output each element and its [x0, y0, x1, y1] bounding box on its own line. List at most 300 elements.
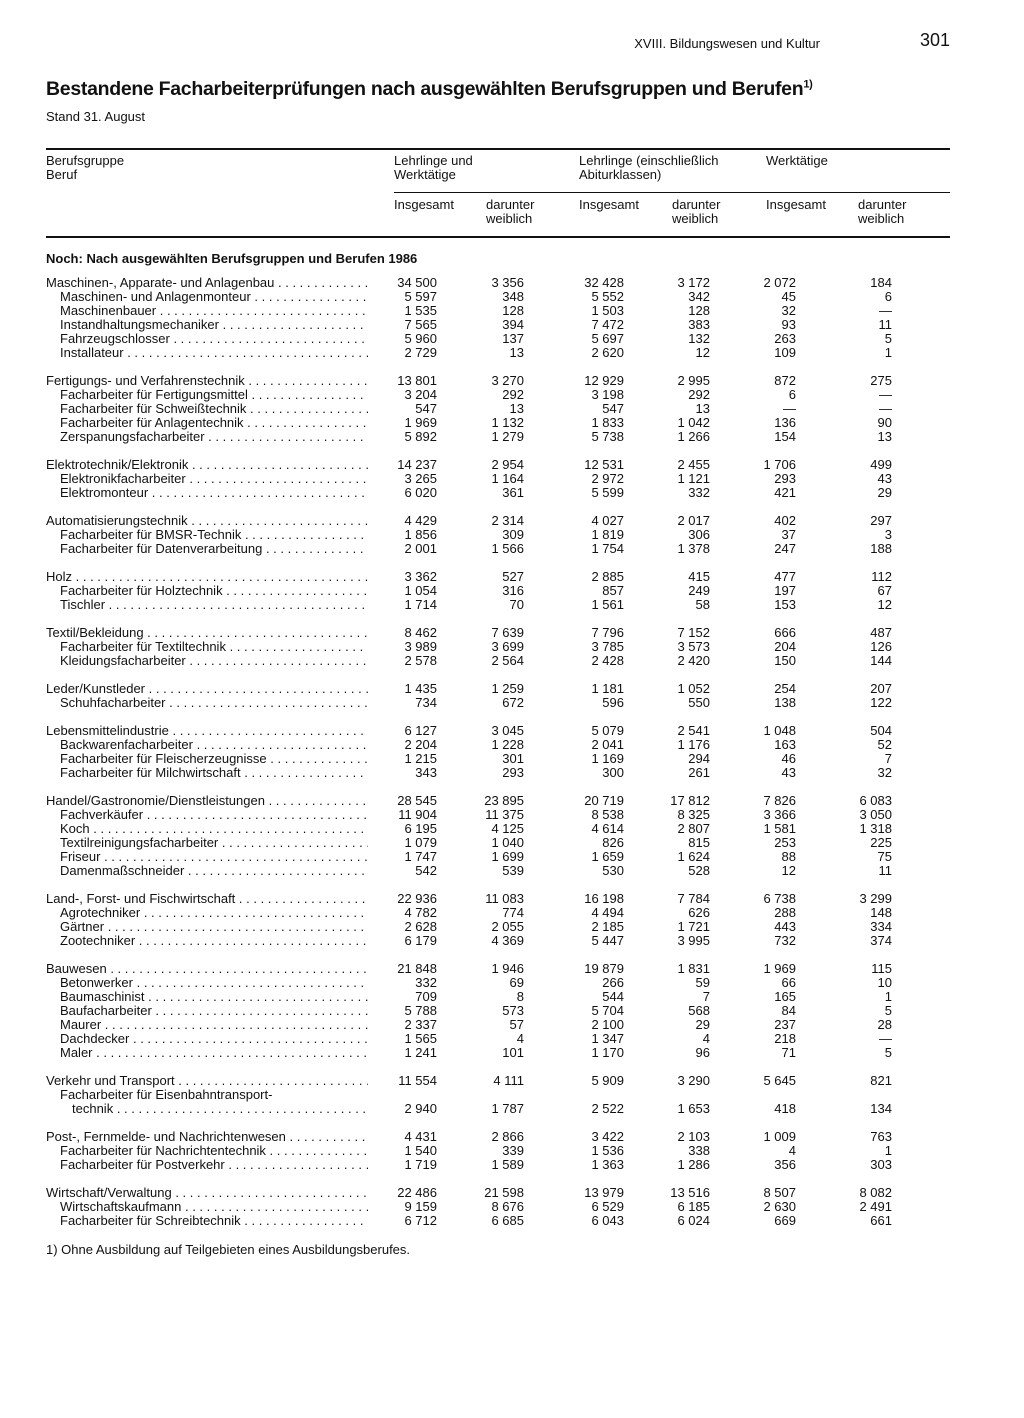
cell-value: 5 960 [404, 331, 437, 346]
cell-value: 5 704 [591, 1003, 624, 1018]
cell-value: 2 628 [404, 919, 437, 934]
cell-value: 288 [774, 905, 796, 920]
cell-value: 2 072 [763, 275, 796, 290]
table-row-beruf [46, 1144, 950, 1158]
cell-value: 1 266 [677, 429, 710, 444]
cell-value: 71 [781, 1045, 796, 1060]
cell-value: 1 241 [404, 1045, 437, 1060]
row-label: Elektromonteur . . . [60, 486, 368, 500]
cell-value: 8 462 [404, 625, 437, 640]
cell-value: 527 [502, 569, 524, 584]
row-label: Friseur . . . [60, 850, 368, 864]
table-row-berufsgruppe [46, 1186, 950, 1200]
row-label: Zerspanungsfacharbeiter . . . [60, 430, 368, 444]
cell-value: 763 [870, 1129, 892, 1144]
cell-value: 88 [781, 849, 796, 864]
row-group [46, 276, 950, 360]
cell-value: 32 428 [584, 275, 624, 290]
group-spacer [46, 556, 950, 570]
cell-value: — [879, 401, 892, 416]
table-row-beruf [46, 402, 950, 416]
header-text: Lehrlinge (einschließlich [579, 153, 719, 168]
cell-value: 332 [688, 485, 710, 500]
cell-value: 339 [502, 1143, 524, 1158]
cell-value: 1 589 [491, 1157, 524, 1172]
header-text: Werktätige [766, 153, 828, 168]
row-label: Facharbeiter für Schweißtechnik . . . [60, 402, 368, 416]
row-label: Koch . . . [60, 822, 368, 836]
row-group [46, 892, 950, 948]
group-spacer [46, 360, 950, 374]
cell-value: 5 [884, 331, 892, 346]
cell-value: 394 [502, 317, 524, 332]
cell-value: 11 083 [485, 891, 524, 906]
cell-value: 3 362 [404, 569, 437, 584]
row-group [46, 724, 950, 780]
cell-value: 499 [870, 457, 892, 472]
cell-value: 11 [878, 317, 892, 332]
cell-value: 69 [509, 975, 524, 990]
cell-value: 10 [877, 975, 892, 990]
row-label: Wirtschaft/Verwaltung . . . [46, 1186, 368, 1200]
cell-value: 1 164 [491, 471, 524, 486]
group-header-lehrlinge-werktaetige [394, 154, 473, 182]
cell-value: 57 [509, 1017, 524, 1032]
cell-value: 101 [502, 1045, 524, 1060]
table-row-beruf [46, 584, 950, 598]
cell-value: 75 [877, 849, 892, 864]
cell-value: 316 [502, 583, 524, 598]
cell-value: 661 [870, 1213, 892, 1228]
cell-value: 1 706 [763, 457, 796, 472]
cell-value: 5 079 [591, 723, 624, 738]
row-group [46, 1074, 950, 1116]
row-label: Maler . . . [60, 1046, 368, 1060]
cell-value: 342 [688, 289, 710, 304]
row-label: Facharbeiter für Anlagentechnik . . . [60, 416, 368, 430]
cell-value: 7 565 [404, 317, 437, 332]
cell-value: 11 [878, 863, 892, 878]
group-spacer [46, 1060, 950, 1074]
cell-value: 6 195 [404, 821, 437, 836]
cell-value: 5 599 [591, 485, 624, 500]
table-row-beruf [46, 1158, 950, 1172]
cell-value: 13 [509, 401, 524, 416]
cell-value: 1 215 [404, 751, 437, 766]
cell-value: 4 027 [591, 513, 624, 528]
cell-value: 4 782 [404, 905, 437, 920]
cell-value: 573 [502, 1003, 524, 1018]
cell-value: 1 228 [491, 737, 524, 752]
cell-value: 261 [688, 765, 710, 780]
cell-value: 45 [781, 289, 796, 304]
cell-value: 126 [870, 639, 892, 654]
cell-value: 544 [602, 989, 624, 1004]
cell-value: 4 125 [491, 821, 524, 836]
cell-value: 150 [774, 653, 796, 668]
cell-value: 58 [695, 597, 710, 612]
row-group [46, 626, 950, 668]
row-group [46, 514, 950, 556]
cell-value: 165 [774, 989, 796, 1004]
cell-value: 2 807 [677, 821, 710, 836]
cell-value: 6 024 [677, 1213, 710, 1228]
cell-value: 112 [871, 569, 892, 584]
cell-value: 21 598 [484, 1185, 524, 1200]
cell-value: 596 [602, 695, 624, 710]
cell-value: 1 121 [677, 471, 710, 486]
row-label: Fertigungs- und Verfahrenstechnik . . . [46, 374, 368, 388]
row-label: Elektrotechnik/Elektronik . . . [46, 458, 368, 472]
cell-value: 12 [781, 863, 796, 878]
cell-value: 2 995 [677, 373, 710, 388]
cell-value: 134 [870, 1101, 892, 1116]
cell-value: 6 [788, 387, 796, 402]
cell-value: 732 [774, 933, 796, 948]
cell-value: 418 [774, 1101, 796, 1116]
header-row-2 [46, 194, 950, 236]
group-spacer [46, 878, 950, 892]
cell-value: 3 573 [677, 639, 710, 654]
cell-value: 547 [602, 401, 624, 416]
row-label: Lebensmittelindustrie . . . [46, 724, 368, 738]
cell-value: 2 954 [491, 457, 524, 472]
row-label: Land-, Forst- und Fischwirtschaft . . . [46, 892, 368, 906]
row-group [46, 682, 950, 710]
table-row-beruf [46, 1200, 950, 1214]
row-label: Verkehr und Transport . . . [46, 1074, 368, 1088]
cell-value: 204 [774, 639, 796, 654]
cell-value: 3 045 [491, 723, 524, 738]
cell-value: 542 [415, 863, 437, 878]
cell-value: 1 561 [591, 597, 624, 612]
table-row-beruf [46, 416, 950, 430]
row-label: Maschinenbauer . . . [60, 304, 368, 318]
cell-value: 52 [877, 737, 892, 752]
cell-value: 188 [870, 541, 892, 556]
header-text: darunter [858, 197, 907, 212]
table-row-beruf [46, 822, 950, 836]
cell-value: 348 [502, 289, 524, 304]
cell-value: 1 318 [859, 821, 892, 836]
header-row-1 [46, 150, 950, 194]
cell-value: 334 [870, 919, 892, 934]
row-label: Facharbeiter für Datenverarbeitung . . . [60, 542, 368, 556]
cell-value: 197 [774, 583, 796, 598]
cell-value: 402 [774, 513, 796, 528]
cell-value: 13 [509, 345, 524, 360]
group-spacer [46, 668, 950, 682]
cell-value: 1 819 [591, 527, 624, 542]
cell-value: 709 [415, 989, 437, 1004]
table-row-beruf [46, 332, 950, 346]
row-label: Maurer . . . [60, 1018, 368, 1032]
row-label: Gärtner . . . [60, 920, 368, 934]
group-spacer [46, 1172, 950, 1186]
cell-value: 6 043 [591, 1213, 624, 1228]
cell-value: 568 [688, 1003, 710, 1018]
cell-value: 303 [870, 1157, 892, 1172]
row-label: Facharbeiter für Milchwirtschaft . . . [60, 766, 368, 780]
table-title-text: Bestandene Facharbeiterprüfungen nach ausgewählten Berufsgruppen und Berufen [46, 78, 804, 100]
cell-value: 21 848 [397, 961, 437, 976]
row-label: Baufacharbeiter . . . [60, 1004, 368, 1018]
cell-value: 20 719 [584, 793, 624, 808]
table-row-beruf [46, 976, 950, 990]
cell-value: 34 500 [397, 275, 437, 290]
cell-value: 528 [688, 863, 710, 878]
cell-value: 2 564 [491, 653, 524, 668]
cell-value: 29 [877, 485, 892, 500]
cell-value: 504 [870, 723, 892, 738]
cell-value: 5 738 [591, 429, 624, 444]
cell-value: 8 325 [677, 807, 710, 822]
cell-value: 70 [509, 597, 524, 612]
row-label: Facharbeiter für Fertigungsmittel . . . [60, 388, 368, 402]
cell-value: 293 [502, 765, 524, 780]
cell-value: 1 540 [404, 1143, 437, 1158]
row-label: Holz . . . [46, 570, 368, 584]
row-label: Wirtschaftskaufmann . . . [60, 1200, 368, 1214]
cell-value: 872 [774, 373, 796, 388]
table-row-beruf [46, 808, 950, 822]
page-header [46, 30, 950, 54]
cell-value: 1 169 [591, 751, 624, 766]
row-label: Bauwesen . . . [46, 962, 368, 976]
table-row-berufsgruppe [46, 374, 950, 388]
statistics-table [46, 148, 950, 1228]
table-row-berufsgruppe [46, 1130, 950, 1144]
cell-value: 1 286 [677, 1157, 710, 1172]
header-text: Werktätige [394, 167, 456, 182]
cell-value: 3 422 [591, 1129, 624, 1144]
cell-value: 8 082 [859, 1185, 892, 1200]
row-label: Maschinen-, Apparate- und Anlagenbau . . . [46, 276, 368, 290]
cell-value: 3 699 [491, 639, 524, 654]
cell-value: 2 001 [404, 541, 437, 556]
cell-value: 1 624 [677, 849, 710, 864]
cell-value: 421 [774, 485, 796, 500]
cell-value: 96 [695, 1045, 710, 1060]
cell-value: 6 020 [404, 485, 437, 500]
row-group [46, 794, 950, 878]
cell-value: 2 314 [491, 513, 524, 528]
table-row-berufsgruppe [46, 514, 950, 528]
cell-value: 3 989 [404, 639, 437, 654]
cell-value: 815 [688, 835, 710, 850]
table-row-beruf [46, 1214, 950, 1228]
cell-value: 153 [774, 597, 796, 612]
cell-value: 84 [781, 1003, 796, 1018]
cell-value: 5 909 [591, 1073, 624, 1088]
cell-value: 672 [502, 695, 524, 710]
cell-value: 343 [415, 765, 437, 780]
row-label: Kleidungsfacharbeiter . . . [60, 654, 368, 668]
cell-value: 4 [702, 1031, 710, 1046]
row-label: technik . . . [72, 1102, 368, 1116]
cell-value: 2 337 [404, 1017, 437, 1032]
cell-value: 332 [415, 975, 437, 990]
cell-value: 6 [884, 289, 892, 304]
cell-value: 3 [884, 527, 892, 542]
table-row-beruf [46, 1004, 950, 1018]
cell-value: 5 892 [404, 429, 437, 444]
cell-value: 136 [774, 415, 796, 430]
table-row-berufsgruppe [46, 794, 950, 808]
subheader-insgesamt: Insgesamt [579, 197, 639, 212]
cell-value: 128 [688, 303, 710, 318]
cell-value: 1 048 [763, 723, 796, 738]
table-row-beruf [46, 934, 950, 948]
cell-value: 1 042 [677, 415, 710, 430]
cell-value: 2 041 [591, 737, 624, 752]
cell-value: 6 179 [404, 933, 437, 948]
cell-value: 2 103 [677, 1129, 710, 1144]
cell-value: 5 597 [404, 289, 437, 304]
row-label: Post-, Fernmelde- und Nachrichtenwesen . . . [46, 1130, 368, 1144]
group-header-lehrlinge [579, 154, 718, 182]
cell-value: 2 729 [404, 345, 437, 360]
row-group [46, 962, 950, 1060]
table-row-berufsgruppe [46, 724, 950, 738]
cell-value: 8 [516, 989, 524, 1004]
cell-value: — [879, 387, 892, 402]
cell-value: 2 522 [591, 1101, 624, 1116]
cell-value: 7 [884, 751, 892, 766]
cell-value: 23 895 [484, 793, 524, 808]
table-row-beruf [46, 696, 950, 710]
row-label: Dachdecker . . . [60, 1032, 368, 1046]
row-group [46, 1186, 950, 1228]
cell-value: 2 972 [591, 471, 624, 486]
cell-value: 4 431 [404, 1129, 437, 1144]
cell-value: 297 [870, 513, 892, 528]
cell-value: 1 581 [763, 821, 796, 836]
cell-value: 254 [774, 681, 796, 696]
cell-value: 2 620 [591, 345, 624, 360]
cell-value: 1 659 [591, 849, 624, 864]
row-label: Facharbeiter für BMSR-Technik . . . [60, 528, 368, 542]
cell-value: 59 [695, 975, 710, 990]
group-spacer [46, 612, 950, 626]
cell-value: 7 472 [591, 317, 624, 332]
cell-value: 7 152 [677, 625, 710, 640]
cell-value: 626 [688, 905, 710, 920]
cell-value: 300 [602, 765, 624, 780]
table-row-beruf [46, 290, 950, 304]
cell-value: 3 050 [859, 807, 892, 822]
cell-value: 2 630 [763, 1199, 796, 1214]
table-row-beruf [46, 304, 950, 318]
cell-value: 19 879 [584, 961, 624, 976]
cell-value: 90 [877, 415, 892, 430]
cell-value: 6 185 [677, 1199, 710, 1214]
cell-value: 12 [695, 345, 710, 360]
row-label: Leder/Kunstleder . . . [46, 682, 368, 696]
row-group [46, 1130, 950, 1172]
cell-value: 1 176 [677, 737, 710, 752]
header-text: weiblich [486, 211, 533, 226]
cell-value: 443 [774, 919, 796, 934]
cell-value: 5 447 [591, 933, 624, 948]
cell-value: 237 [774, 1017, 796, 1032]
cell-value: 2 017 [677, 513, 710, 528]
row-label: Instandhaltungsmechaniker . . . [60, 318, 368, 332]
table-row-beruf [46, 1046, 950, 1060]
cell-value: 7 784 [677, 891, 710, 906]
cell-value: 28 545 [397, 793, 437, 808]
table-row-berufsgruppe [46, 962, 950, 976]
table-body [46, 276, 950, 1228]
cell-value: 148 [870, 905, 892, 920]
table-row-berufsgruppe [46, 570, 950, 584]
cell-value: 266 [602, 975, 624, 990]
table-row-beruf [46, 990, 950, 1004]
cell-value: 415 [688, 569, 710, 584]
table-row-beruf [46, 528, 950, 542]
cell-value: 3 356 [491, 275, 524, 290]
cell-value: 253 [774, 835, 796, 850]
subheader-darunter-weiblich [672, 198, 720, 226]
cell-value: 128 [502, 303, 524, 318]
table-row-beruf [46, 836, 950, 850]
cell-value: 2 055 [491, 919, 524, 934]
cell-value: 1 969 [763, 961, 796, 976]
row-label: Baumaschinist . . . [60, 990, 368, 1004]
table-row-beruf [46, 598, 950, 612]
cell-value: 2 866 [491, 1129, 524, 1144]
cell-value: 1 969 [404, 415, 437, 430]
cell-value: 17 812 [670, 793, 710, 808]
header-text: Berufsgruppe [46, 153, 125, 168]
cell-value: 66 [781, 975, 796, 990]
cell-value: 6 127 [404, 723, 437, 738]
cell-value: 137 [502, 331, 524, 346]
cell-value: 13 801 [397, 373, 437, 388]
cell-value: 374 [870, 933, 892, 948]
table-row-berufsgruppe [46, 1074, 950, 1088]
cell-value: 1 363 [591, 1157, 624, 1172]
table-row-beruf [46, 1102, 950, 1116]
header-text: Beruf [46, 167, 78, 182]
cell-value: 3 204 [404, 387, 437, 402]
table-row-beruf [46, 766, 950, 780]
cell-value: 3 270 [491, 373, 524, 388]
row-label: Tischler . . . [60, 598, 368, 612]
group-spacer [46, 444, 950, 458]
cell-value: 2 204 [404, 737, 437, 752]
row-label: Facharbeiter für Schreibtechnik . . . [60, 1214, 368, 1228]
cell-value: 1 566 [491, 541, 524, 556]
cell-value: 1 536 [591, 1143, 624, 1158]
cell-value: 1 040 [491, 835, 524, 850]
cell-value: 11 904 [398, 807, 437, 822]
cell-value: 477 [774, 569, 796, 584]
cell-value: 306 [688, 527, 710, 542]
cell-value: 43 [877, 471, 892, 486]
group-spacer [46, 948, 950, 962]
table-row-beruf [46, 388, 950, 402]
cell-value: 6 738 [763, 891, 796, 906]
row-label: Elektronikfacharbeiter . . . [60, 472, 368, 486]
cell-value: 207 [870, 681, 892, 696]
cell-value: 109 [774, 345, 796, 360]
row-label: Facharbeiter für Postverkehr . . . [60, 1158, 368, 1172]
group-header-werktaetige [766, 154, 828, 168]
cell-value: 8 507 [763, 1185, 796, 1200]
row-label: Facharbeiter für Nachrichtentechnik . . . [60, 1144, 368, 1158]
cell-value: 122 [870, 695, 892, 710]
